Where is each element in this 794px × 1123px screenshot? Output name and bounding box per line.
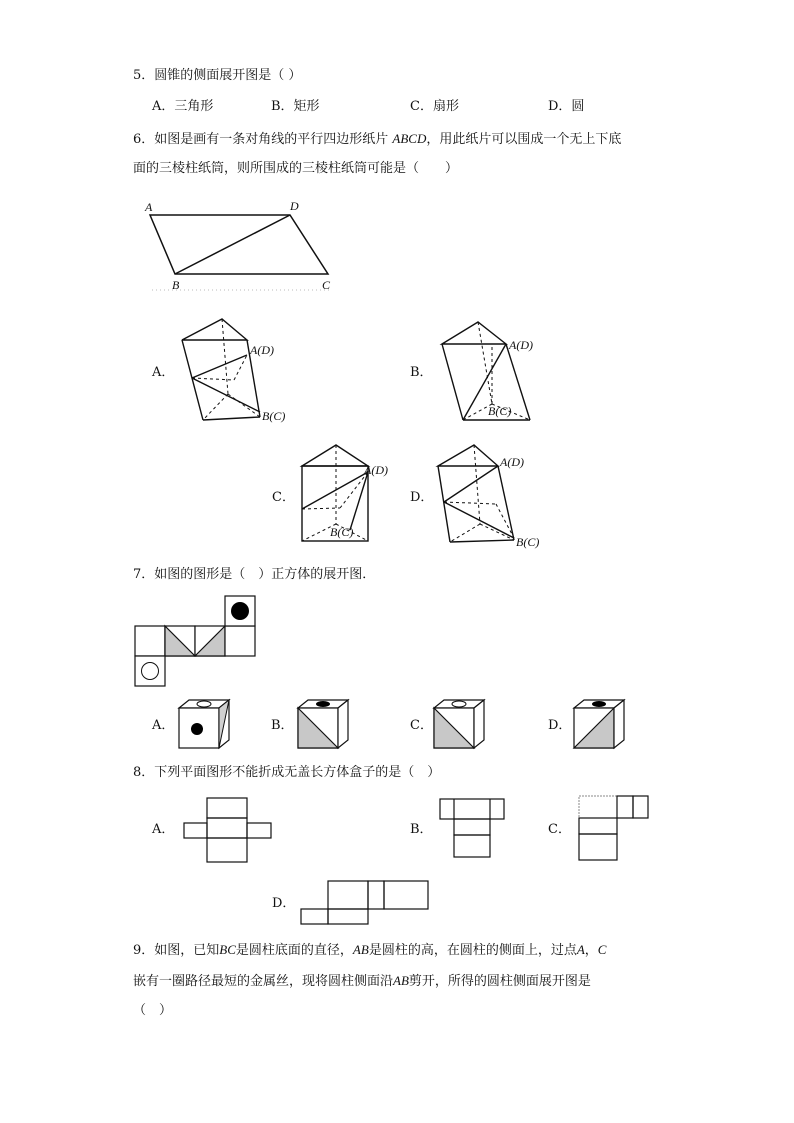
q9-l1-v1: BC xyxy=(219,942,236,957)
q6-option-a-prism xyxy=(170,312,300,427)
q8-option-d-net xyxy=(298,878,432,928)
q7-option-d-cube xyxy=(572,698,632,750)
q6-option-c-prism xyxy=(292,438,412,548)
q6-option-d-letter: D． xyxy=(410,490,434,505)
q9-l1-b: 是圆柱底面的直径， xyxy=(235,943,353,958)
q9-l1-a: 9．如图，已知 xyxy=(133,943,220,958)
q7-option-c-cube xyxy=(432,698,492,750)
q6-d-bottom-label: B(C) xyxy=(516,535,540,549)
q9-line2 xyxy=(133,972,591,991)
para-label-c: C xyxy=(322,278,331,292)
q6-line1-var: ABCD xyxy=(392,131,427,146)
q5-stem: 5．圆锥的侧面展开图是（ ） xyxy=(133,68,302,83)
para-label-a: A xyxy=(145,200,153,214)
q8-option-b-net xyxy=(438,797,508,861)
q6-d-top-label: A(D) xyxy=(500,455,524,469)
q8-option-c-letter: C． xyxy=(548,822,571,837)
q6-option-c-letter: C． xyxy=(272,490,295,505)
q6-line1-post: ，用此纸片可以围成一个无上下底 xyxy=(426,132,622,147)
q8-option-c-net xyxy=(576,794,652,864)
q6-stem-line1 xyxy=(133,130,621,149)
q5-option-c: C．扇形 xyxy=(410,99,459,114)
q6-option-b-prism xyxy=(432,312,572,427)
q6-a-top-label: A(D) xyxy=(250,343,274,357)
q6-c-top-label: A(D) xyxy=(364,463,388,477)
q5-option-d: D．圆 xyxy=(548,99,585,114)
q6-stem-line2: 面的三棱柱纸筒，则所围成的三棱柱纸筒可能是（ ） xyxy=(133,161,459,176)
q7-option-a-letter: A． xyxy=(152,718,175,733)
q5-option-b: B．矩形 xyxy=(271,99,320,114)
q9-l2-b: 剪开，所得的圆柱侧面展开图是 xyxy=(408,974,591,989)
q7-option-d-letter: D． xyxy=(548,718,572,733)
parallelogram-figure xyxy=(140,195,350,295)
q9-l1-v3: A xyxy=(576,942,585,957)
q9-l2-v: AB xyxy=(393,973,409,988)
q6-line1-pre: 6．如图是画有一条对角线的平行四边形纸片 xyxy=(133,132,393,147)
q6-option-b-letter: B． xyxy=(410,365,433,380)
q6-option-a-letter: A． xyxy=(152,365,175,380)
q5-option-a: A．三角形 xyxy=(152,99,214,114)
q6-option-d-prism xyxy=(428,438,558,553)
q8-option-b-letter: B． xyxy=(410,822,433,837)
q7-option-a-cube xyxy=(177,698,237,750)
q9-line1 xyxy=(133,941,606,960)
q6-c-bottom-label: B(C) xyxy=(330,525,354,539)
para-label-b: B xyxy=(172,278,180,292)
q7-cube-net xyxy=(134,595,259,690)
q6-b-top-label: A(D) xyxy=(509,338,533,352)
q8-stem: 8．下列平面图形不能折成无盖长方体盒子的是（ ） xyxy=(133,765,441,780)
q9-l1-v4: C xyxy=(597,942,607,957)
q9-l1-d: ， xyxy=(584,943,598,958)
q8-option-a-letter: A． xyxy=(152,822,175,837)
q9-l1-c: 是圆柱的高，在圆柱的侧面上，过点 xyxy=(368,943,577,958)
q7-option-b-cube xyxy=(296,698,356,750)
q7-stem: 7．如图的图形是（ ）正方体的展开图． xyxy=(133,567,376,582)
para-label-d: D xyxy=(290,199,299,213)
q9-line3: （ ） xyxy=(133,1003,173,1018)
q8-option-a-net xyxy=(182,796,276,866)
q9-l1-v2: AB xyxy=(352,942,369,957)
q8-option-d-letter: D． xyxy=(272,896,296,911)
q7-option-b-letter: B． xyxy=(271,718,294,733)
q7-option-c-letter: C． xyxy=(410,718,433,733)
q9-l2-a: 嵌有一圈路径最短的金属丝，现将圆柱侧面沿 xyxy=(133,974,394,989)
q6-a-bottom-label: B(C) xyxy=(262,409,286,423)
q6-b-bottom-label: B(C) xyxy=(488,404,512,418)
